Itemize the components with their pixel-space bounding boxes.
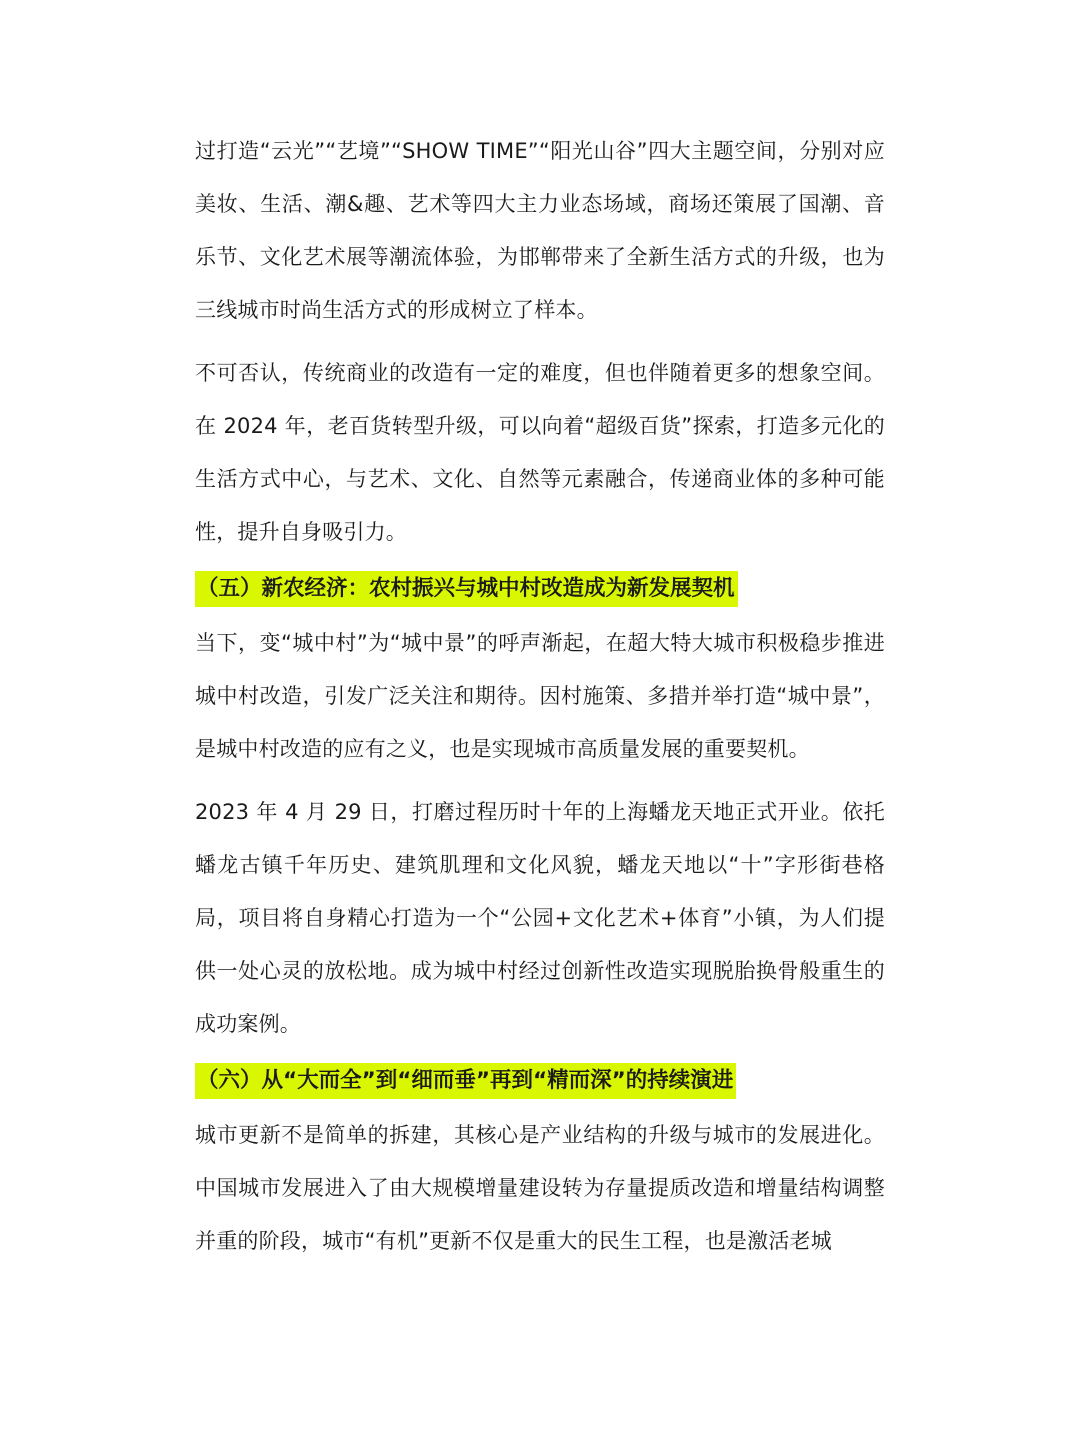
section-heading-5 xyxy=(195,571,885,607)
body-paragraph: 过打造“云光”“艺境”“SHOW TIME”“阳光山谷”四大主题空间，分别对应美妆、生活、潮&趣、艺术等四大主力业态场域，商场还策展了国潮、音乐节、文化艺术展等潮流体验，为邯郸带来了全新生活方式的升级，也为三线城市时尚生活方式的形成树立了样本。 xyxy=(195,139,885,322)
document-page xyxy=(195,125,885,1278)
section-heading-text: （五）新农经济：农村振兴与城中村改造成为新发展契机 xyxy=(195,571,738,607)
body-paragraph: 2023 年 4 月 29 日，打磨过程历时十年的上海蟠龙天地正式开业。依托蟠龙古镇千年历史、建筑肌理和文化风貌，蟠龙天地以“十”字形街巷格局，项目将自身精心打造为一个“公园+文化艺术+体育”小镇，为人们提供一处心灵的放松地。成为城中村经过创新性改造实现脱胎换骨般重生的成功案例。 xyxy=(195,800,885,1036)
section-heading-text: （六）从“大而全”到“细而垂”再到“精而深”的持续演进 xyxy=(195,1063,736,1099)
section-heading-6 xyxy=(195,1063,885,1099)
body-paragraph: 城市更新不是简单的拆建，其核心是产业结构的升级与城市的发展进化。中国城市发展进入了由大规模增量建设转为存量提质改造和增量结构调整并重的阶段，城市“有机”更新不仅是重大的民生工程，也是激活老城 xyxy=(195,1123,885,1253)
body-paragraph: 当下，变“城中村”为“城中景”的呼声渐起，在超大特大城市积极稳步推进城中村改造，引发广泛关注和期待。因村施策、多措并举打造“城中景”，是城中村改造的应有之义，也是实现城市高质量发展的重要契机。 xyxy=(195,631,885,761)
body-paragraph: 不可否认，传统商业的改造有一定的难度，但也伴随着更多的想象空间。在 2024 年，老百货转型升级，可以向着“超级百货”探索，打造多元化的生活方式中心，与艺术、文化、自然等元素融合，传递商业体的多种可能性，提升自身吸引力。 xyxy=(195,361,885,544)
